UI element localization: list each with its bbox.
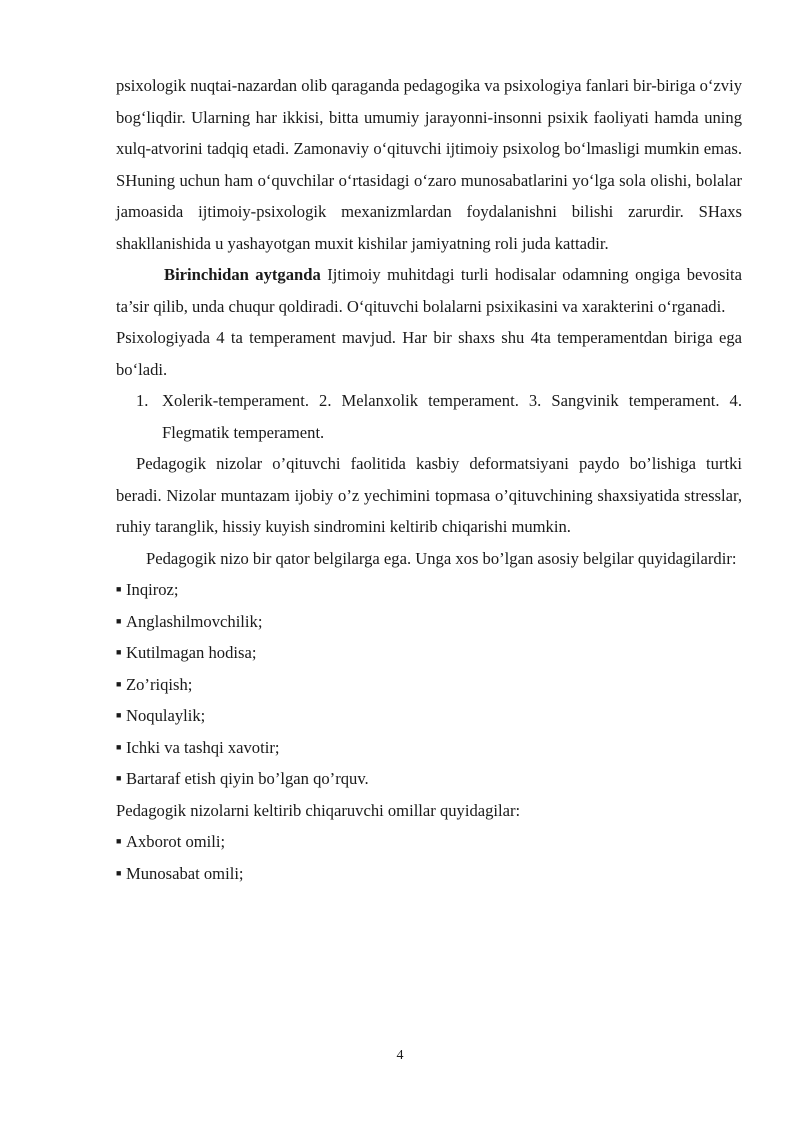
list-item [116, 574, 742, 606]
list-item [116, 700, 742, 732]
list-item [116, 669, 742, 701]
paragraph-temperaments: Psixologiyada 4 ta temperament mavjud. Har bir shaxs shu 4ta temperamentdan biriga ega bo‘ladi. [116, 328, 742, 379]
list-item-text: Munosabat omili; [126, 863, 244, 883]
list-item [116, 763, 742, 795]
list-item-text: Axborot omili; [126, 832, 226, 851]
list-item-text: Anglashilmovchilik; [126, 611, 263, 631]
temperament-list-item [136, 385, 742, 448]
factors-list [116, 826, 742, 889]
list-number: 1. [136, 391, 149, 410]
paragraph-factors-intro: Pedagogik nizolarni keltirib chiqaruvchi omillar quyidagilar: [116, 800, 521, 820]
bullet-square-icon: ■ [116, 867, 122, 878]
page-number: 4 [396, 1048, 404, 1063]
bullet-square-icon: ■ [116, 647, 122, 657]
bullet-square-icon: ■ [116, 773, 122, 783]
paragraph-firstly-text: Ijtimoiy muhitdagi turli hodisalar odamning ongiga bevosita ta’sir qilib, unda chuqur qoldiradi. O‘qituvchi bolalarni psixikasini va xarakterini o‘rganadi. [116, 265, 742, 316]
list-item [116, 732, 742, 764]
paragraph-intro: psixologik nuqtai-nazardan olib qaraganda pedagogika va psixologiya fanlari bir-biriga o‘zviy bog‘liqdir. Ularning har ikkisi, bitta umumiy jarayonni-insonni psixik faoliyati hamda uning xulq-atvorini tadqiq etadi. Zamonaviy o‘qituvchi ijtimoiy psixolog bo‘lmasligi mumkin emas. SHuning uchun ham o‘quvchilar o‘rtasidagi o‘zaro munosabatlarini yo‘lga sola olishi, bolalar jamoasida ijtimoiy-psixologik mexanizmlardan foydalanishni bilishi zarurdir. SHaxs shakllanishida u yashayotgan muxit kishilar jamiyatning roli juda kattadir. [116, 76, 742, 253]
signs-list [116, 574, 742, 795]
list-item [116, 606, 742, 638]
temperament-list [116, 385, 742, 448]
paragraph-signs-intro: Pedagogik nizo bir qator belgilarga ega. Unga xos bo’lgan asosiy belgilar quyidagilardir: [146, 548, 737, 568]
bold-lead-phrase: Birinchidan aytganda [164, 265, 321, 284]
bullet-square-icon: ■ [116, 584, 122, 594]
paragraph-conflicts: Pedagogik nizolar o’qituvchi faolitida kasbiy deformatsiyani paydo bo’lishiga turtki beradi. Nizolar muntazam ijobiy o’z yechimini topmasa o’qituvchining shaxsiyatida stresslar, ruhiy taranglik, hissiy kuyish sindromini keltirib chiqarishi mumkin. [116, 454, 742, 536]
list-item [116, 858, 742, 890]
list-item [116, 637, 742, 669]
list-item [116, 826, 742, 858]
page-body [116, 70, 742, 889]
list-item-text: Inqiroz; [126, 580, 179, 599]
paragraph-firstly [116, 259, 742, 322]
list-item-text: Bartaraf etish qiyin bo’lgan qo’rquv. [126, 769, 369, 788]
bullet-square-icon: ■ [116, 678, 122, 689]
list-item-text: Ichki va tashqi xavotir; [126, 737, 280, 757]
bullet-square-icon: ■ [116, 836, 122, 846]
list-item-text: Kutilmagan hodisa; [126, 643, 257, 662]
bullet-square-icon: ■ [116, 741, 122, 752]
list-item-text: Zo’riqish; [126, 674, 193, 694]
list-item-text: Noqulaylik; [126, 706, 206, 725]
bullet-square-icon: ■ [116, 710, 122, 720]
temperament-list-text: Xolerik-temperament. 2. Melanxolik temperament. 3. Sangvinik temperament. 4. Flegmatik temperament. [162, 391, 742, 442]
bullet-square-icon: ■ [116, 615, 122, 626]
